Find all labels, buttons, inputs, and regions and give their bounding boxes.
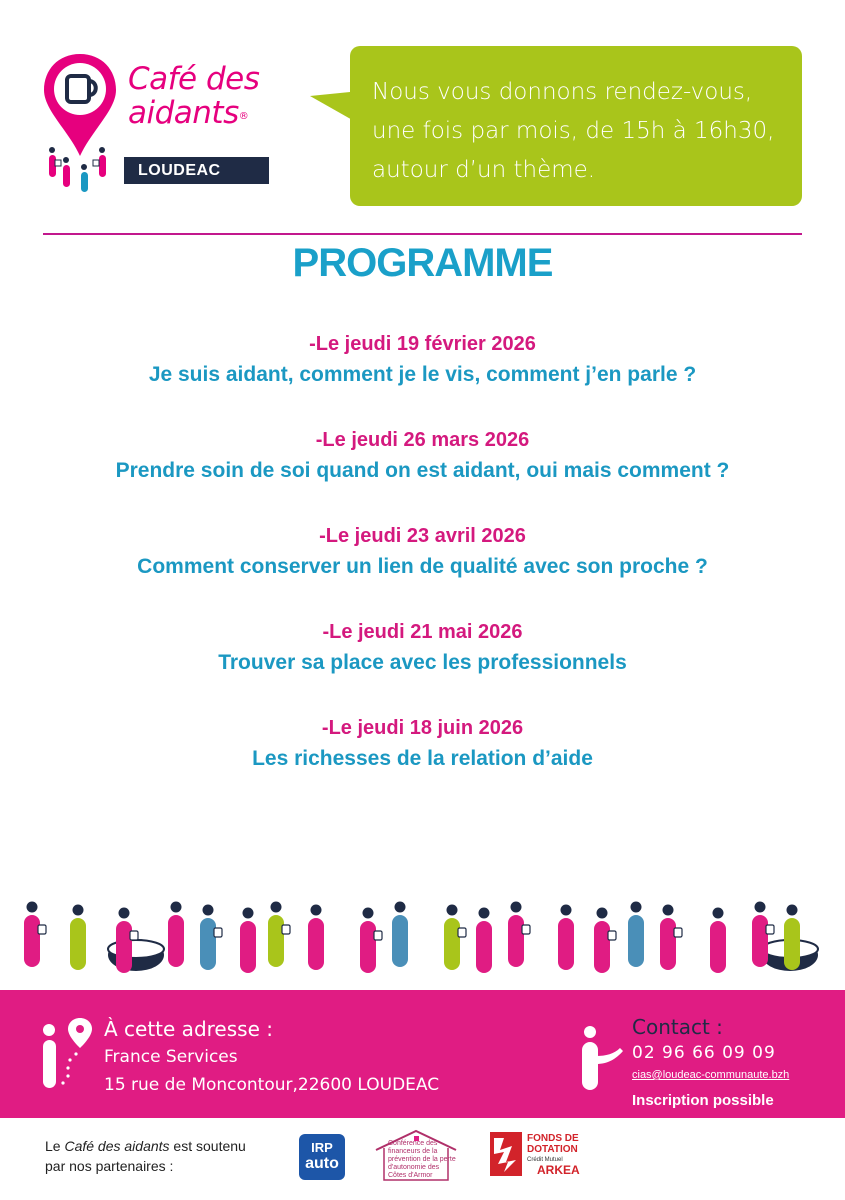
event-topic: Comment conserver un lien de qualité avec son proche ? bbox=[137, 555, 708, 578]
people-illustration-part bbox=[447, 905, 458, 916]
people-illustration-part bbox=[458, 928, 466, 937]
people-illustration-part bbox=[631, 902, 642, 913]
event-topic: Prendre soin de soi quand on est aidant, oui mais comment ? bbox=[115, 459, 730, 482]
event-item bbox=[0, 425, 845, 521]
event-item bbox=[0, 329, 845, 425]
partners-line2: par nos partenaires : bbox=[45, 1158, 174, 1174]
contact-phone[interactable]: 02 96 66 09 09 bbox=[632, 1043, 776, 1063]
people-illustration-part bbox=[200, 918, 216, 970]
people-illustration-part bbox=[360, 921, 376, 973]
people-illustration-part bbox=[203, 905, 214, 916]
event-item bbox=[0, 521, 845, 617]
people-illustration-part bbox=[38, 925, 46, 934]
people-illustration-part bbox=[476, 921, 492, 973]
event-topic: Trouver sa place avec les professionnels bbox=[218, 651, 627, 674]
event-topic: Je suis aidant, comment je le vis, comment j’en parle ? bbox=[148, 363, 697, 386]
people-illustration-part bbox=[168, 915, 184, 967]
people-illustration-part bbox=[444, 918, 460, 970]
people-illustration-part bbox=[594, 921, 610, 973]
people-illustration-part bbox=[787, 905, 798, 916]
contact-title: Contact : bbox=[632, 1015, 723, 1039]
partners-italic: Café des aidants bbox=[64, 1138, 170, 1154]
people-illustration-part bbox=[374, 931, 382, 940]
people-illustration-part bbox=[392, 915, 408, 967]
address-line1: France Services bbox=[104, 1047, 238, 1067]
people-illustration-part bbox=[24, 915, 40, 967]
people-illustration-part bbox=[214, 928, 222, 937]
irp-logo-line2: auto bbox=[305, 1155, 339, 1172]
event-list bbox=[0, 329, 845, 809]
people-illustration-part bbox=[522, 925, 530, 934]
people-illustration-part bbox=[766, 925, 774, 934]
people-illustration-icon bbox=[0, 885, 845, 990]
people-illustration-part bbox=[308, 918, 324, 970]
contact-person-icon bbox=[576, 1024, 626, 1094]
people-illustration-part bbox=[240, 921, 256, 973]
people-illustration-part bbox=[561, 905, 572, 916]
partners-suffix: est soutenu bbox=[169, 1138, 246, 1154]
people-illustration-part bbox=[70, 918, 86, 970]
people-illustration-part bbox=[479, 908, 490, 919]
cafe-des-aidants-logo-icon bbox=[40, 52, 120, 200]
event-topic: Les richesses de la relation d’aide bbox=[252, 747, 593, 770]
event-item bbox=[0, 617, 845, 713]
fonds-dotation-icon bbox=[490, 1132, 522, 1176]
people-illustration-part bbox=[116, 921, 132, 973]
people-illustration-part bbox=[171, 902, 182, 913]
people-illustration-part bbox=[511, 902, 522, 913]
people-illustration-part bbox=[752, 915, 768, 967]
fonds-title bbox=[527, 1133, 579, 1155]
people-illustration-part bbox=[395, 902, 406, 913]
location-person-icon bbox=[40, 1016, 96, 1094]
city-badge: LOUDEAC bbox=[124, 157, 269, 184]
people-illustration-part bbox=[674, 928, 682, 937]
partners-text bbox=[45, 1136, 246, 1176]
fonds-sub: Crédit Mutuel bbox=[527, 1157, 563, 1163]
logo-title-line2: aidants bbox=[128, 95, 239, 131]
event-item bbox=[0, 713, 845, 809]
fonds-line2: DOTATION bbox=[527, 1144, 578, 1155]
people-illustration-part bbox=[119, 908, 130, 919]
contact-email-link[interactable]: cias@loudeac-communaute.bzh bbox=[632, 1069, 790, 1081]
people-illustration-part bbox=[628, 915, 644, 967]
people-illustration-part bbox=[508, 915, 524, 967]
signup-note: Inscription possible bbox=[632, 1092, 774, 1109]
event-date: -Le jeudi 26 mars 2026 bbox=[315, 429, 530, 451]
people-illustration-part bbox=[597, 908, 608, 919]
people-illustration-part bbox=[243, 908, 254, 919]
people-illustration-part bbox=[784, 918, 800, 970]
event-date: -Le jeudi 21 mai 2026 bbox=[322, 621, 523, 643]
intro-text: Nous vous donnons rendez-vous, une fois par mois, de 15h à 16h30, autour d’un thème. bbox=[372, 79, 775, 183]
people-illustration-part bbox=[130, 931, 138, 940]
address-line2: 15 rue de Moncontour,22600 LOUDEAC bbox=[104, 1075, 440, 1095]
address-block bbox=[104, 1043, 439, 1099]
partners-prefix: Le bbox=[45, 1138, 65, 1154]
event-date: -Le jeudi 23 avril 2026 bbox=[319, 525, 526, 547]
people-illustration-part bbox=[282, 925, 290, 934]
people-illustration-part bbox=[710, 921, 726, 973]
address-title: À cette adresse : bbox=[104, 1017, 273, 1041]
logo-title bbox=[128, 62, 298, 130]
divider bbox=[43, 233, 802, 235]
event-date: -Le jeudi 19 février 2026 bbox=[309, 333, 536, 355]
people-illustration-part bbox=[271, 902, 282, 913]
programme-title: PROGRAMME bbox=[292, 241, 553, 285]
fonds-line1: FONDS DE bbox=[527, 1133, 579, 1144]
conference-logo-text: Conférence des financeurs de la prévention de la perte d'autonomie des Côtes d'Armor bbox=[388, 1140, 456, 1179]
people-illustration-part bbox=[660, 918, 676, 970]
people-illustration-part bbox=[311, 905, 322, 916]
irp-auto-logo bbox=[299, 1134, 345, 1180]
fonds-brand: ARKEA bbox=[537, 1163, 580, 1177]
people-illustration-part bbox=[363, 908, 374, 919]
people-illustration-part bbox=[558, 918, 574, 970]
registered-mark: ® bbox=[238, 111, 249, 122]
event-date: -Le jeudi 18 juin 2026 bbox=[321, 717, 524, 739]
people-illustration-part bbox=[755, 902, 766, 913]
people-illustration-part bbox=[663, 905, 674, 916]
people-illustration-part bbox=[608, 931, 616, 940]
logo-title-line1: Café des bbox=[128, 61, 260, 97]
people-illustration-part bbox=[268, 915, 284, 967]
people-illustration-part bbox=[713, 908, 724, 919]
people-illustration-part bbox=[73, 905, 84, 916]
irp-logo-line1: IRP bbox=[311, 1140, 333, 1155]
people-illustration-part bbox=[27, 902, 38, 913]
